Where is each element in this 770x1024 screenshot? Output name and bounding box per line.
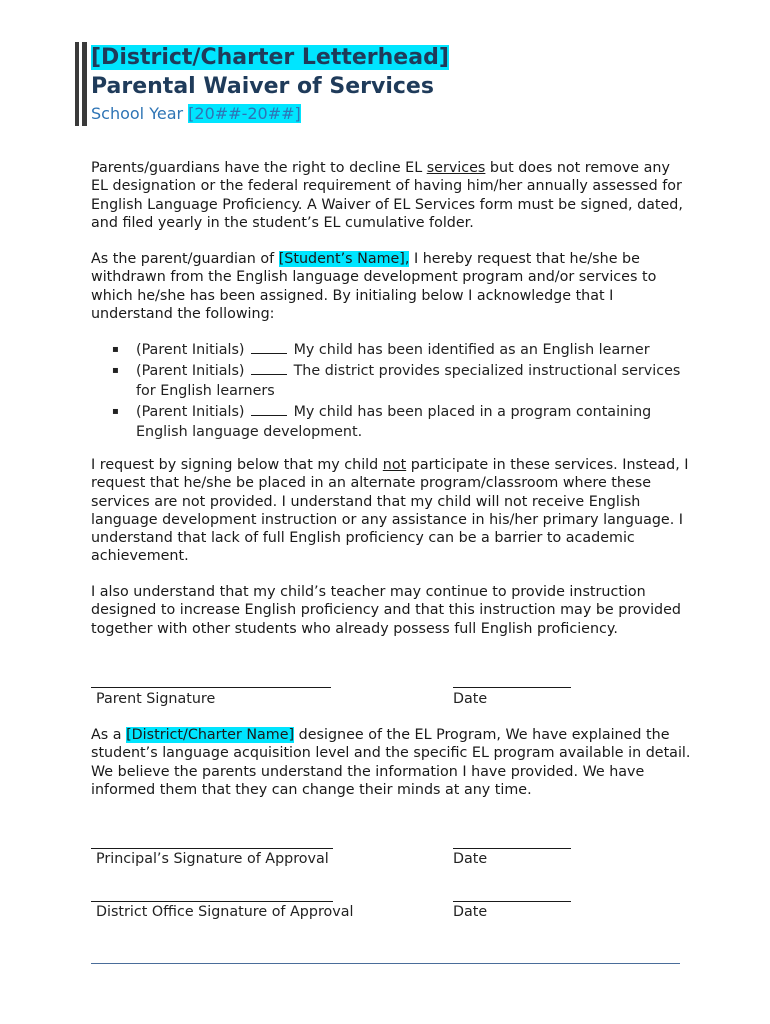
school-year-label: School Year <box>91 104 184 123</box>
principal-signature-label: Principal’s Signature of Approval <box>96 851 329 867</box>
decline-text-1: I request by signing below that my child <box>91 457 383 473</box>
intro-text-1: Parents/guardians have the right to decline EL <box>91 160 427 176</box>
bullet-icon: ▪ <box>112 364 119 376</box>
intro-paragraph <box>91 159 691 232</box>
bullet-icon: ▪ <box>112 344 119 355</box>
page-title: Parental Waiver of Services <box>91 74 434 99</box>
letterhead-text: [District/Charter Letterhead] <box>91 45 449 70</box>
acknowledgement-text: My child has been identified as an English learner <box>293 342 650 358</box>
intro-text-2: but does not remove any EL designation or the federal requirement of having him/her annually assessed for English Language Proficiency. A Waiver of EL Services form must be signed, dated, and filed yearly in the student’s EL cumulative folder. <box>91 160 683 231</box>
district-date-line[interactable] <box>453 901 571 902</box>
school-year <box>91 104 301 124</box>
district-signature-label: District Office Signature of Approval <box>96 904 354 920</box>
parent-signature-label: Parent Signature <box>96 691 216 707</box>
intro-underlined: services <box>426 160 486 176</box>
request-text-1: As the parent/guardian of <box>91 251 279 267</box>
initials-blank[interactable] <box>251 362 287 375</box>
list-item <box>112 402 692 443</box>
designee-text-2: designee of the EL Program, We have explained the student’s language acquisition level and the specific EL program available in detail. We believe the parents understand the information I have provided. We have informed them that they can change their minds at any time. <box>91 727 691 798</box>
designee-paragraph <box>91 726 691 799</box>
parent-date-label: Date <box>453 691 488 707</box>
initials-blank[interactable] <box>251 341 287 354</box>
acknowledgement-list <box>112 340 692 443</box>
student-name-placeholder: [Student’s Name], <box>278 251 410 267</box>
list-item <box>112 361 692 402</box>
acknowledgement-text: My child has been placed in a program containing English language development. <box>136 403 652 440</box>
footer-divider <box>91 963 680 964</box>
decline-text-2: participate in these services. Instead, I request that he/she be placed in an alternate program/classroom where these services are not provided. I understand that my child will not receive English language development instruction or any assistance in his/her primary language. I understand that lack of full English proficiency can be a barrier to academic achievement. <box>91 457 689 565</box>
list-item <box>112 340 692 361</box>
request-text-2: I hereby request that he/she be withdrawn from the English language development program and/or services to which he/she has been assigned. By initialing below I acknowledge that I understand the following: <box>91 251 657 322</box>
principal-date-line[interactable] <box>453 848 571 849</box>
principal-signature-line[interactable] <box>91 848 333 849</box>
initials-blank[interactable] <box>251 403 287 416</box>
school-year-value: [20##-20##] <box>188 104 301 123</box>
district-signature-line[interactable] <box>91 901 333 902</box>
principal-date-label: Date <box>453 851 488 867</box>
parent-signature-line[interactable] <box>91 687 331 688</box>
letterhead-placeholder <box>91 44 449 72</box>
acknowledgement-text: The district provides specialized instructional services for English learners <box>136 362 681 399</box>
initials-label: (Parent Initials) <box>136 362 245 379</box>
district-name-placeholder: [District/Charter Name] <box>126 727 295 743</box>
request-paragraph <box>91 250 691 323</box>
letterhead-accent-bars <box>75 42 87 126</box>
decline-paragraph <box>91 456 691 566</box>
designee-text-1: As a <box>91 727 127 743</box>
parent-date-line[interactable] <box>453 687 571 688</box>
initials-label: (Parent Initials) <box>136 342 245 358</box>
bullet-icon: ▪ <box>112 405 119 417</box>
teacher-note-paragraph: I also understand that my child’s teacher may continue to provide instruction designed to increase English proficiency and that this instruction may be provided together with other students who already possess full English proficiency. <box>91 584 682 637</box>
district-date-label: Date <box>453 904 488 920</box>
decline-underlined: not <box>382 457 407 473</box>
initials-label: (Parent Initials) <box>136 403 245 420</box>
